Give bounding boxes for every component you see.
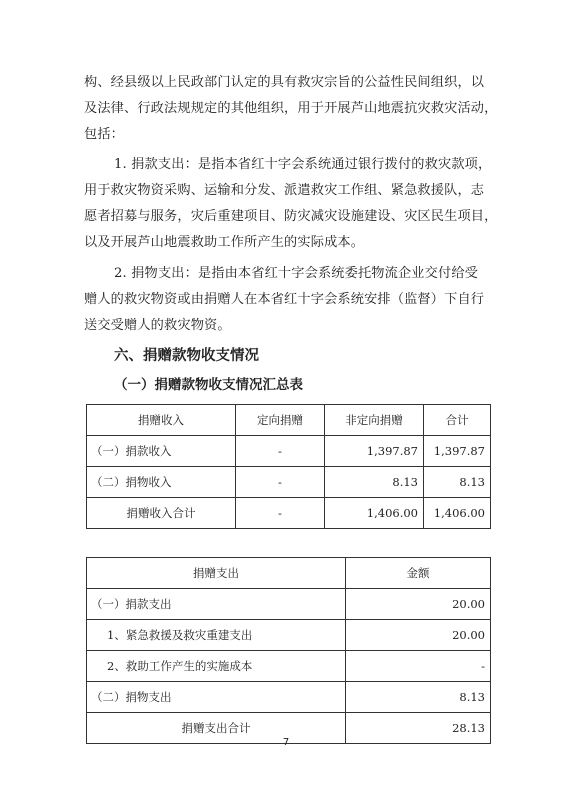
table-header-cell: 金额 bbox=[346, 558, 491, 589]
text-line: 以及开展芦山地震救助工作所产生的实际成本。 bbox=[84, 235, 365, 250]
income-table bbox=[86, 404, 491, 529]
text-line: 1. 捐款支出：是指本省红十字会系统通过银行拨付的救灾款项， bbox=[114, 157, 492, 172]
table-header-cell: 捐赠支出 bbox=[87, 558, 346, 589]
table-cell: 1,397.87 bbox=[424, 436, 491, 467]
table-header-row bbox=[87, 405, 491, 436]
text-line: 送交受赠人的救灾物资。 bbox=[84, 318, 231, 333]
text-line: 2. 捐物支出：是指由本省红十字会系统委托物流企业交付给受 bbox=[114, 266, 478, 281]
table-cell: 捐赠支出合计 bbox=[87, 713, 346, 744]
paragraph-item-2 bbox=[84, 261, 492, 339]
table-cell: - bbox=[236, 467, 325, 498]
table-row bbox=[87, 589, 491, 620]
table-cell: （二）捐物收入 bbox=[87, 467, 236, 498]
text-line: 愿者招募与服务，灾后重建项目、防灾减灾设施建设、灾区民生项目， bbox=[84, 209, 498, 224]
text-line: 用于救灾物资采购、运输和分发、派遣救灾工作组、紧急救援队，志 bbox=[84, 183, 485, 198]
table-header-cell: 非定向捐赠 bbox=[325, 405, 424, 436]
page-number: 7 bbox=[282, 737, 290, 748]
table-header-cell: 合计 bbox=[424, 405, 491, 436]
table-row bbox=[87, 436, 491, 467]
table-cell: 1,406.00 bbox=[325, 498, 424, 529]
table-cell: （一）捐款收入 bbox=[87, 436, 236, 467]
paragraph-intro bbox=[84, 70, 498, 148]
table-cell: 20.00 bbox=[346, 620, 491, 651]
table-cell: （一）捐款支出 bbox=[87, 589, 346, 620]
subsection-heading: （一）捐赠款物收支情况汇总表 bbox=[114, 377, 303, 393]
table-cell: - bbox=[236, 436, 325, 467]
table-header-cell: 捐赠收入 bbox=[87, 405, 236, 436]
table-cell: - bbox=[346, 651, 491, 682]
table-row bbox=[87, 498, 491, 529]
table-row bbox=[87, 620, 491, 651]
table-cell: 捐赠收入合计 bbox=[87, 498, 236, 529]
table-cell: - bbox=[236, 498, 325, 529]
table-cell: （二）捐物支出 bbox=[87, 682, 346, 713]
table-row bbox=[87, 682, 491, 713]
table-header-cell: 定向捐赠 bbox=[236, 405, 325, 436]
text-line: 赠人的救灾物资或由捐赠人在本省红十字会系统安排（监督）下自行 bbox=[84, 292, 485, 307]
expense-table bbox=[86, 557, 491, 744]
table-cell: 1,406.00 bbox=[424, 498, 491, 529]
table-cell: 8.13 bbox=[424, 467, 491, 498]
table-row bbox=[87, 467, 491, 498]
text-line: 及法律、行政法规规定的其他组织，用于开展芦山地震抗灾救灾活动， bbox=[84, 101, 498, 116]
table-row bbox=[87, 651, 491, 682]
table-cell: 8.13 bbox=[325, 467, 424, 498]
table-cell: 1,397.87 bbox=[325, 436, 424, 467]
table-cell: 28.13 bbox=[346, 713, 491, 744]
paragraph-item-1 bbox=[84, 152, 498, 256]
section-heading: 六、捐赠款物收支情况 bbox=[114, 348, 259, 364]
table-header-row bbox=[87, 558, 491, 589]
text-line: 构、经县级以上民政部门认定的具有救灾宗旨的公益性民间组织，以 bbox=[84, 75, 485, 90]
text-line: 包括： bbox=[84, 127, 125, 142]
table-cell: 8.13 bbox=[346, 682, 491, 713]
table-cell: 1、紧急救援及救灾重建支出 bbox=[87, 620, 346, 651]
table-cell: 20.00 bbox=[346, 589, 491, 620]
table-cell: 2、救助工作产生的实施成本 bbox=[87, 651, 346, 682]
